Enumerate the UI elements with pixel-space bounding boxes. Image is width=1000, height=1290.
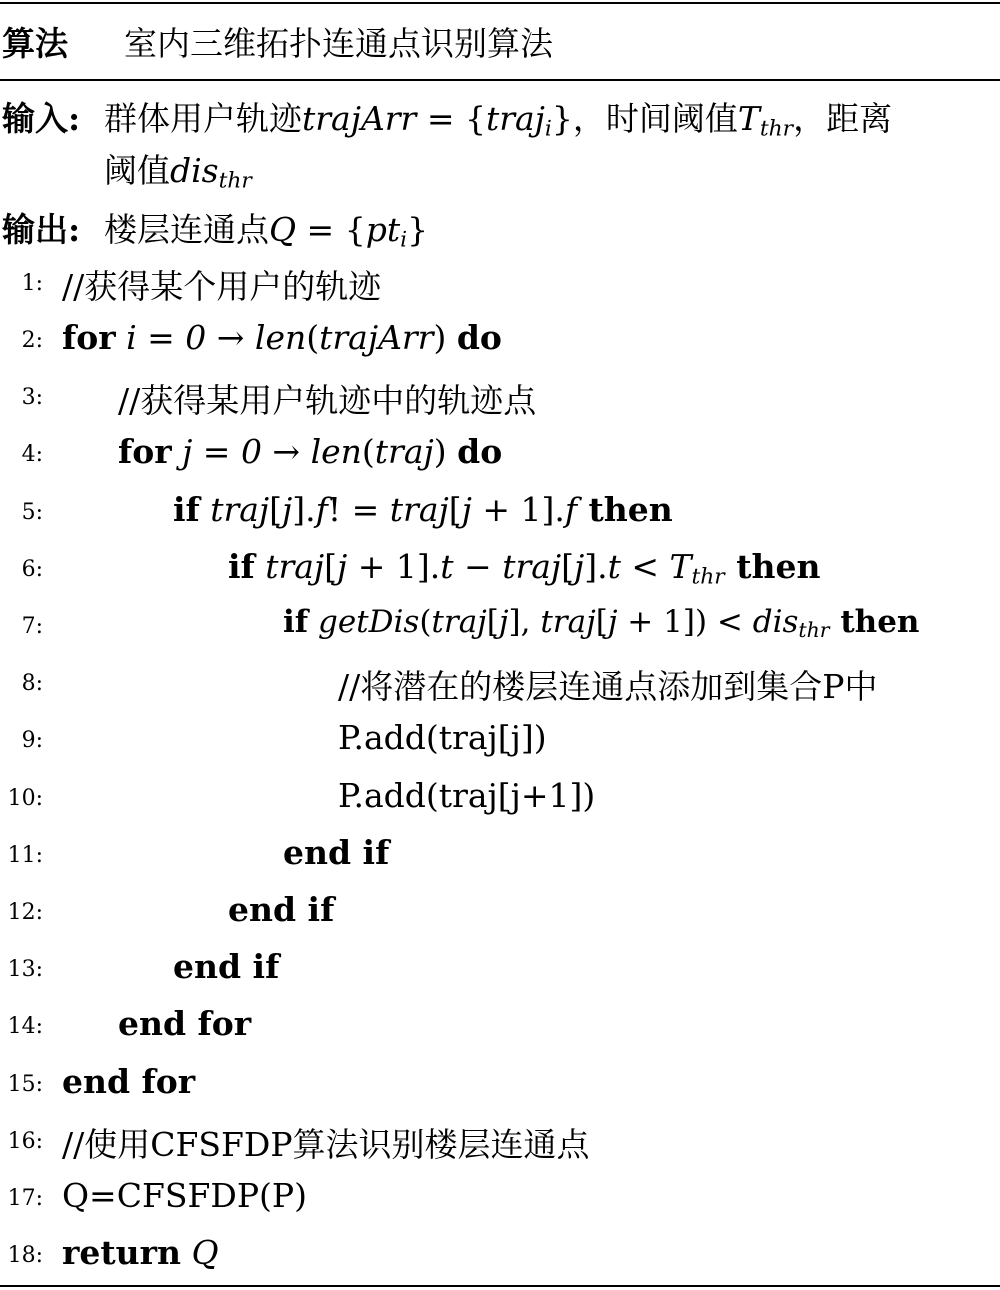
line-number: 3: — [21, 385, 43, 410]
line-number: 7: — [21, 614, 43, 639]
line-number: 17: — [7, 1186, 43, 1211]
code-line-16 — [0, 1119, 1000, 1169]
output-line: 楼层连通点$Q = \{pt_i\}$ — [104, 210, 429, 253]
if-statement: if getDis(traj[j], traj[j + 1]) < dis$_{thr}$ then — [283, 604, 920, 643]
code-line-4 — [0, 432, 1000, 482]
line-number: 5: — [21, 500, 43, 525]
statement: Q=CFSFDP(P) — [62, 1176, 307, 1215]
comment: //获得某用户轨迹中的轨迹点 — [118, 381, 537, 420]
output-label: 输出: — [2, 210, 81, 249]
end-if: end if — [228, 890, 335, 929]
if-statement: if traj[j].f! = traj[j + 1].f then — [173, 490, 673, 529]
line-number: 2: — [21, 328, 43, 353]
line-number: 12: — [7, 900, 43, 925]
code-line-17 — [0, 1176, 1000, 1226]
code-line-11 — [0, 833, 1000, 883]
for-statement: for j = 0 → len(traj) do — [118, 432, 503, 471]
code-line-3 — [0, 375, 1000, 425]
return-statement: return Q — [62, 1233, 219, 1272]
code-line-14 — [0, 1004, 1000, 1054]
code-line-9 — [0, 718, 1000, 768]
code-line-8 — [0, 661, 1000, 711]
algorithm-label: 算法 — [2, 24, 68, 63]
code-line-13 — [0, 947, 1000, 997]
top-rule — [0, 2, 1000, 4]
code-line-12 — [0, 890, 1000, 940]
line-number: 10: — [7, 786, 43, 811]
code-line-15 — [0, 1062, 1000, 1112]
line-number: 13: — [7, 957, 43, 982]
code-line-2 — [0, 318, 1000, 368]
code-line-5 — [0, 490, 1000, 540]
line-number: 15: — [7, 1072, 43, 1097]
code-line-7 — [0, 604, 1000, 654]
statement: P.add(traj[j+1]) — [338, 776, 596, 815]
algorithm-header — [2, 18, 553, 65]
output-block — [2, 204, 429, 253]
input-block — [2, 93, 893, 194]
line-number: 18: — [7, 1243, 43, 1268]
input-line-2: 阈值dis$_{thr}$ — [104, 151, 252, 194]
comment: //获得某个用户的轨迹 — [62, 267, 382, 306]
input-label: 输入: — [2, 99, 81, 138]
code-line-10 — [0, 776, 1000, 826]
end-if: end if — [173, 947, 280, 986]
algorithm-title: 室内三维拓扑连通点识别算法 — [124, 24, 553, 63]
input-line-1: 群体用户轨迹trajArr = {traj$_i$}，时间阈值$T_{thr}$，距离 — [104, 99, 893, 142]
line-number: 11: — [7, 843, 43, 868]
line-number: 14: — [7, 1014, 43, 1039]
end-if: end if — [283, 833, 390, 872]
if-statement: if traj[j + 1].t − traj[j].t < $T_{thr}$ then — [228, 547, 821, 590]
line-number: 9: — [21, 728, 43, 753]
line-number: 4: — [21, 442, 43, 467]
end-for: end for — [118, 1004, 252, 1043]
line-number: 16: — [7, 1129, 43, 1154]
code-line-18 — [0, 1233, 1000, 1283]
line-number: 8: — [21, 671, 43, 696]
comment: //使用CFSFDP算法识别楼层连通点 — [62, 1125, 590, 1164]
line-number: 1: — [21, 271, 43, 296]
statement: P.add(traj[j]) — [338, 718, 547, 757]
bottom-rule — [0, 1285, 1000, 1287]
end-for: end for — [62, 1062, 196, 1101]
code-line-1 — [0, 261, 1000, 311]
comment: //将潜在的楼层连通点添加到集合P中 — [338, 667, 878, 706]
header-rule — [0, 79, 1000, 81]
for-statement: for i = 0 → len(trajArr) do — [62, 318, 502, 357]
line-number: 6: — [21, 557, 43, 582]
code-line-6 — [0, 547, 1000, 597]
